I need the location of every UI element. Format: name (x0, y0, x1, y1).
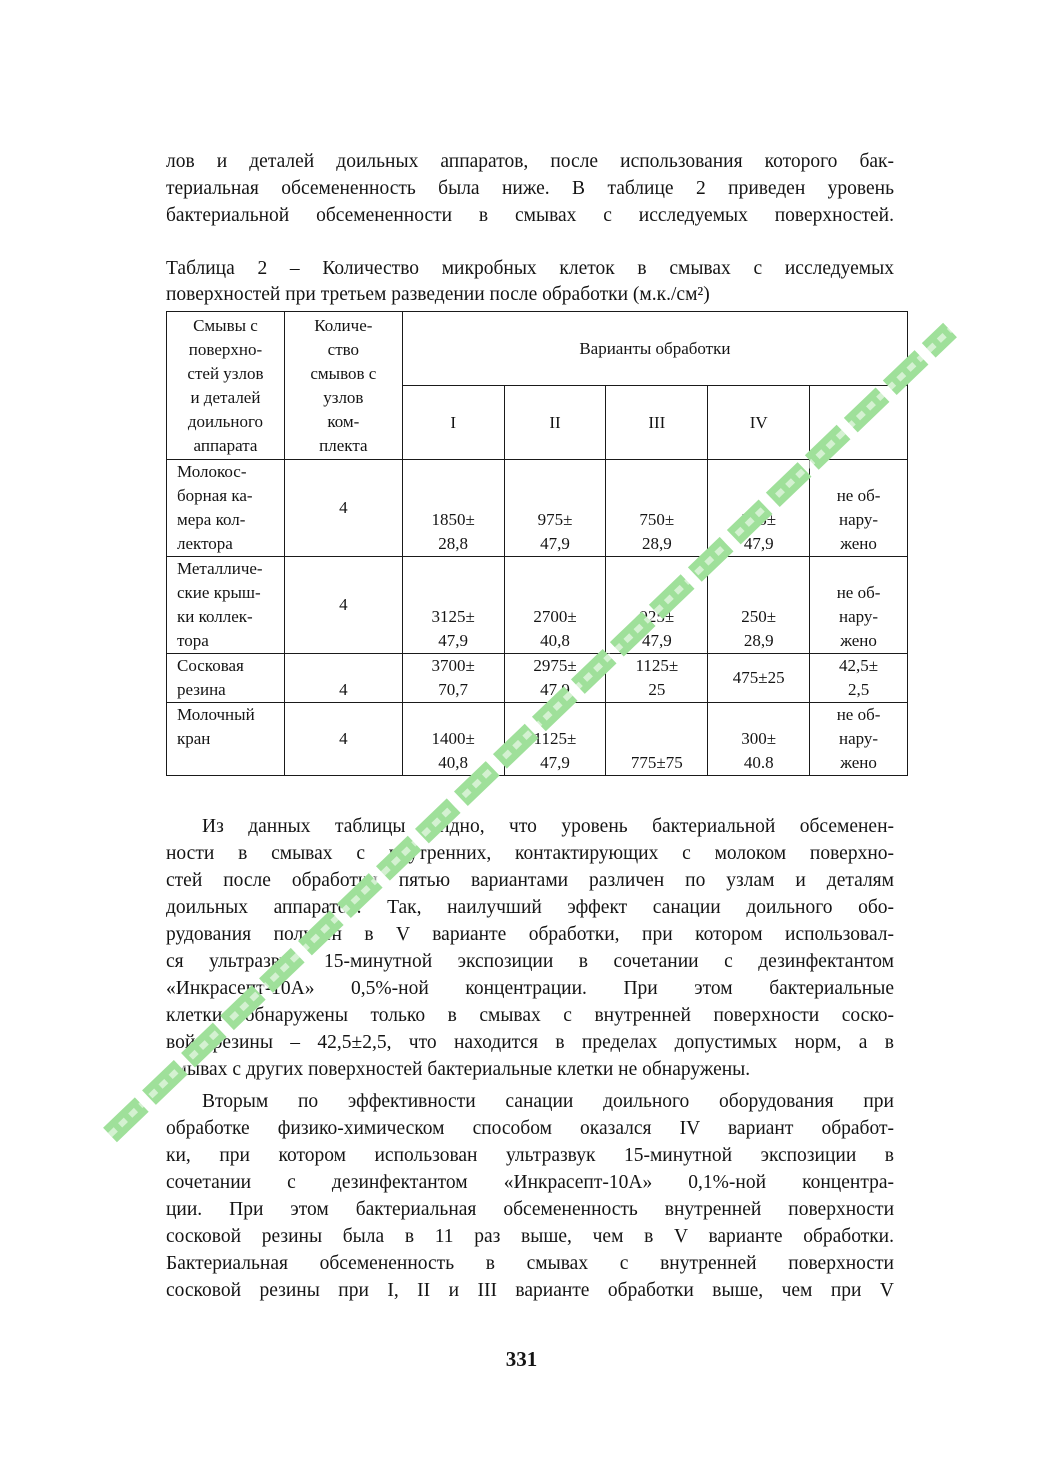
paragraph-analysis (166, 813, 894, 1083)
page-number: 331 (505, 1347, 538, 1371)
text-line: клетки обнаружены только в смывах с внутренней поверхности соско- (166, 1005, 894, 1026)
header-variant-4: IV (708, 386, 810, 460)
text-line: смывах с других поверхностей бактериальные клетки не обнаружены. (166, 1059, 751, 1080)
cell-value: 975± 47,9 (504, 460, 606, 557)
text-line: ции. При этом бактериальная обсемененность внутренней поверхности (166, 1199, 894, 1220)
caption-line: Таблица 2 – Количество микробных клеток в смывах с исследуемых (166, 258, 894, 279)
cell-value: 42,5± 2,5 (810, 654, 908, 703)
data-table (166, 311, 908, 776)
cell-value: не об- нару- жено (810, 703, 908, 776)
cell-value: 925± 47,9 (606, 557, 708, 654)
header-variant-2: II (504, 386, 606, 460)
text-line: бактериальной обсемененности в смывах с исследуемых поверхностей. (166, 205, 894, 226)
text-line: сосковой резины была в 11 раз выше, чем в V варианте обработки. (166, 1226, 894, 1247)
table-caption (166, 256, 894, 308)
cell-value: 300± 40.8 (708, 703, 810, 776)
cell-value: 750± 28,9 (606, 460, 708, 557)
text-line: ки, при котором использован ультразвук 15-минутной экспозиции в (166, 1145, 894, 1166)
header-variant-1: I (402, 386, 504, 460)
text-line: сочетании с дезинфектантом «Инкрасепт-10А» 0,1%-ной концентра- (166, 1172, 894, 1193)
text-line: обработке физико-химическом способом оказался IV вариант обработ- (166, 1118, 894, 1139)
paragraph-second-variant (166, 1088, 894, 1304)
header-variant-3: III (606, 386, 708, 460)
text-line: сосковой резины при I, II и III варианте обработки выше, чем при V (166, 1280, 894, 1301)
cell-value: не об- нару- жено (810, 557, 908, 654)
table-row (167, 557, 908, 654)
cell-value: 1125± 25 (606, 654, 708, 703)
text-line: доильных аппаратов. Так, наилучший эффект санации доильного обо- (166, 897, 894, 918)
cell-value: 775±75 (606, 703, 708, 776)
cell-value: 375± 47,9 (708, 460, 810, 557)
row-count: 4 (284, 703, 402, 776)
row-name: Металличе- ские крыш- ки коллек- тора (167, 557, 285, 654)
cell-value: 475±25 (708, 654, 810, 703)
text-line: ся ультразвук 15-минутной экспозиции в сочетании с дезинфектантом (166, 951, 894, 972)
row-count: 4 (284, 654, 402, 703)
header-surface: Смывы с поверхно- стей узлов и деталей доильного аппарата (167, 312, 285, 460)
row-count: 4 (284, 460, 402, 557)
cell-value: 3700± 70,7 (402, 654, 504, 703)
cell-value: 1850± 28,8 (402, 460, 504, 557)
table-row (167, 654, 908, 703)
text-line: Бактериальная обсемененность в смывах с внутренней поверхности (166, 1253, 894, 1274)
text-line: Из данных таблицы видно, что уровень бактериальной обсеменен- (202, 816, 894, 837)
caption-line: поверхностей при третьем разведении после обработки (м.к./см²) (166, 284, 710, 305)
table-row (167, 703, 908, 776)
header-count: Количе- ство смывов с узлов ком- плекта (284, 312, 402, 460)
text-line: стей после обработки пятью вариантами различен по узлам и деталям (166, 870, 894, 891)
text-line: рудования получен в V варианте обработки, при котором использовал- (166, 924, 894, 945)
row-name: Молокос- борная ка- мера кол- лектора (167, 460, 285, 557)
cell-value: 3125± 47,9 (402, 557, 504, 654)
cell-value: 2700± 40,8 (504, 557, 606, 654)
cell-value: 250± 28,9 (708, 557, 810, 654)
text-line: Вторым по эффективности санации доильного оборудования при (202, 1091, 894, 1112)
text-line: териальная обсемененность была ниже. В таблице 2 приведен уровень (166, 178, 894, 199)
cell-value: 2975± 47,9 (504, 654, 606, 703)
header-variant-5: V (810, 386, 908, 460)
text-line: «Инкрасепт-10А» 0,5%-ной концентрации. При этом бактериальные (166, 978, 894, 999)
paragraph-intro (166, 148, 894, 229)
header-variants: Варианты обработки (402, 312, 907, 386)
text-line: вой резины – 42,5±2,5, что находится в пределах допустимых норм, а в (166, 1032, 894, 1053)
row-count: 4 (284, 557, 402, 654)
cell-value: 1125± 47,9 (504, 703, 606, 776)
cell-value: не об- нару- жено (810, 460, 908, 557)
text-line: ности в смывах с внутренних, контактирующих с молоком поверхно- (166, 843, 894, 864)
table-row (167, 460, 908, 557)
row-name: Молочный кран (167, 703, 285, 776)
row-name: Сосковая резина (167, 654, 285, 703)
text-line: лов и деталей доильных аппаратов, после использования которого бак- (166, 151, 894, 172)
cell-value: 1400± 40,8 (402, 703, 504, 776)
